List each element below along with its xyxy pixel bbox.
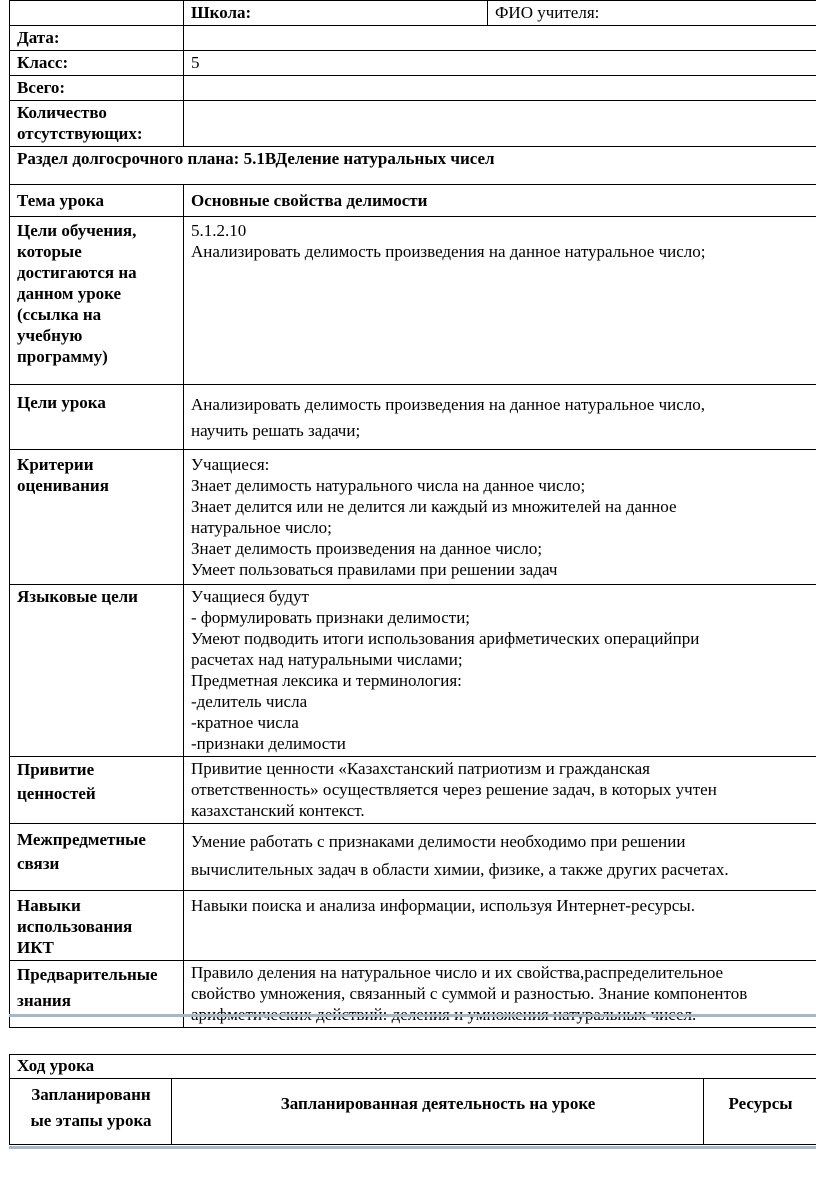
criteria-label-line: Критерии xyxy=(17,455,94,474)
prior-label-line: знания xyxy=(17,991,71,1010)
topic-value: Основные свойства делимости xyxy=(184,185,816,217)
criteria-value xyxy=(184,450,816,585)
prior-label xyxy=(10,961,184,1028)
lesson-progress-table-wrap xyxy=(9,1054,816,1145)
prior-value xyxy=(184,961,816,1028)
lesson-goals-label: Цели урока xyxy=(10,385,184,450)
language-line: Предметная лексика и терминология: xyxy=(191,671,462,690)
absent-label xyxy=(10,101,184,147)
total-label: Всего: xyxy=(10,76,184,101)
goals-label-line: которые xyxy=(17,242,82,261)
ict-label-line: использования xyxy=(17,917,133,936)
prior-line: Правило деления на натуральное число и их свойства,распределительное xyxy=(191,963,724,982)
goals-label-line: программу) xyxy=(17,347,108,366)
criteria-line: Знает делимость произведения на данное число; xyxy=(191,539,543,558)
language-line: расчетах над натуральными числами; xyxy=(191,650,463,669)
cross-line: вычислительных задач в области химии, физике, а также других расчетах. xyxy=(191,860,729,879)
prior-line: арифметических действий: деления и умножения натуральных чисел. xyxy=(191,1005,697,1024)
language-line: Умеют подводить итоги использования арифметических операцийпри xyxy=(191,629,700,648)
cross-line: Умение работать с признаками делимости необходимо при решении xyxy=(191,832,686,851)
criteria-line: Знает делится или не делится ли каждый из множителей на данное xyxy=(191,497,677,516)
activity-header: Запланированная деятельность на уроке xyxy=(172,1079,704,1145)
cross-value xyxy=(184,824,816,891)
absent-value xyxy=(184,101,816,147)
lesson-goals-value xyxy=(184,385,816,450)
class-label: Класс: xyxy=(10,51,184,76)
ict-label-line: ИКТ xyxy=(17,938,54,957)
stages-header-line: ые этапы урока xyxy=(30,1111,152,1130)
goals-value-line: 5.1.2.10 xyxy=(191,221,247,240)
topic-label: Тема урока xyxy=(10,185,184,217)
language-line: -признаки делимости xyxy=(191,734,346,753)
criteria-line: Учащиеся: xyxy=(191,455,270,474)
criteria-line: Знает делимость натурального числа на данное число; xyxy=(191,476,586,495)
section-title: Раздел долгосрочного плана: 5.1ВДеление натуральных чисел xyxy=(10,147,816,185)
prior-label-line: Предварительные xyxy=(17,965,158,984)
criteria-line: натуральное число; xyxy=(191,518,332,537)
date-label: Дата: xyxy=(10,26,184,51)
goals-label-line: (ссылка на xyxy=(17,305,102,324)
stages-header xyxy=(10,1079,172,1145)
progress-title: Ход урока xyxy=(10,1055,816,1079)
progress-table-bottom-border xyxy=(9,1146,816,1149)
prior-line: свойство умножения, связанный с суммой и разностью. Знание компонентов xyxy=(191,984,748,1003)
ict-value: Навыки поиска и анализа информации, используя Интернет-ресурсы. xyxy=(184,891,816,961)
lesson-progress-table xyxy=(9,1054,816,1145)
goals-label-line: данном уроке xyxy=(17,284,122,303)
date-value xyxy=(184,26,816,51)
total-value xyxy=(184,76,816,101)
ict-label xyxy=(10,891,184,961)
language-line: Учащиеся будут xyxy=(191,587,309,606)
absent-label-line: Количество xyxy=(17,103,107,122)
goals-label xyxy=(10,217,184,385)
values-line: Привитие ценности «Казахстанский патриотизм и гражданская xyxy=(191,759,650,778)
lesson-goals-line: Анализировать делимость произведения на данное натуральное число, xyxy=(191,395,706,414)
stages-header-line: Запланированн xyxy=(31,1085,151,1104)
criteria-label xyxy=(10,450,184,585)
cross-label xyxy=(10,824,184,891)
goals-value-line: Анализировать делимость произведения на данное натуральное число; xyxy=(191,242,706,261)
goals-label-line: учебную xyxy=(17,326,83,345)
empty-cell xyxy=(10,1,184,26)
criteria-label-line: оценивания xyxy=(17,476,109,495)
values-label xyxy=(10,757,184,824)
values-label-line: Привитие xyxy=(17,760,95,779)
values-label-line: ценностей xyxy=(17,784,96,803)
criteria-line: Умеет пользоваться правилами при решении задач xyxy=(191,560,558,579)
cross-label-line: Межпредметные xyxy=(17,830,146,849)
language-line: -кратное числа xyxy=(191,713,299,732)
resources-header: Ресурсы xyxy=(704,1079,816,1145)
ict-label-line: Навыки xyxy=(17,896,81,915)
language-value xyxy=(184,585,816,757)
lesson-plan-table xyxy=(9,0,816,1028)
school-label: Школа: xyxy=(184,1,488,26)
goals-label-line: Цели обучения, xyxy=(17,221,137,240)
values-line: ответственность» осуществляется через решение задач, в которых учтен xyxy=(191,780,717,799)
lesson-plan-table-wrap xyxy=(9,0,816,1028)
goals-label-line: достигаются на xyxy=(17,263,137,282)
class-value: 5 xyxy=(184,51,816,76)
teacher-label: ФИО учителя: xyxy=(488,1,816,26)
goals-value xyxy=(184,217,816,385)
language-label: Языковые цели xyxy=(10,585,184,757)
cross-label-line: связи xyxy=(17,854,60,873)
absent-label-line: отсутствующих: xyxy=(17,124,143,143)
values-line: казахстанский контекст. xyxy=(191,801,365,820)
language-line: -делитель числа xyxy=(191,692,308,711)
lesson-goals-line: научить решать задачи; xyxy=(191,421,361,440)
language-line: - формулировать признаки делимости; xyxy=(191,608,471,627)
table-bottom-border xyxy=(9,1014,816,1017)
values-value xyxy=(184,757,816,824)
